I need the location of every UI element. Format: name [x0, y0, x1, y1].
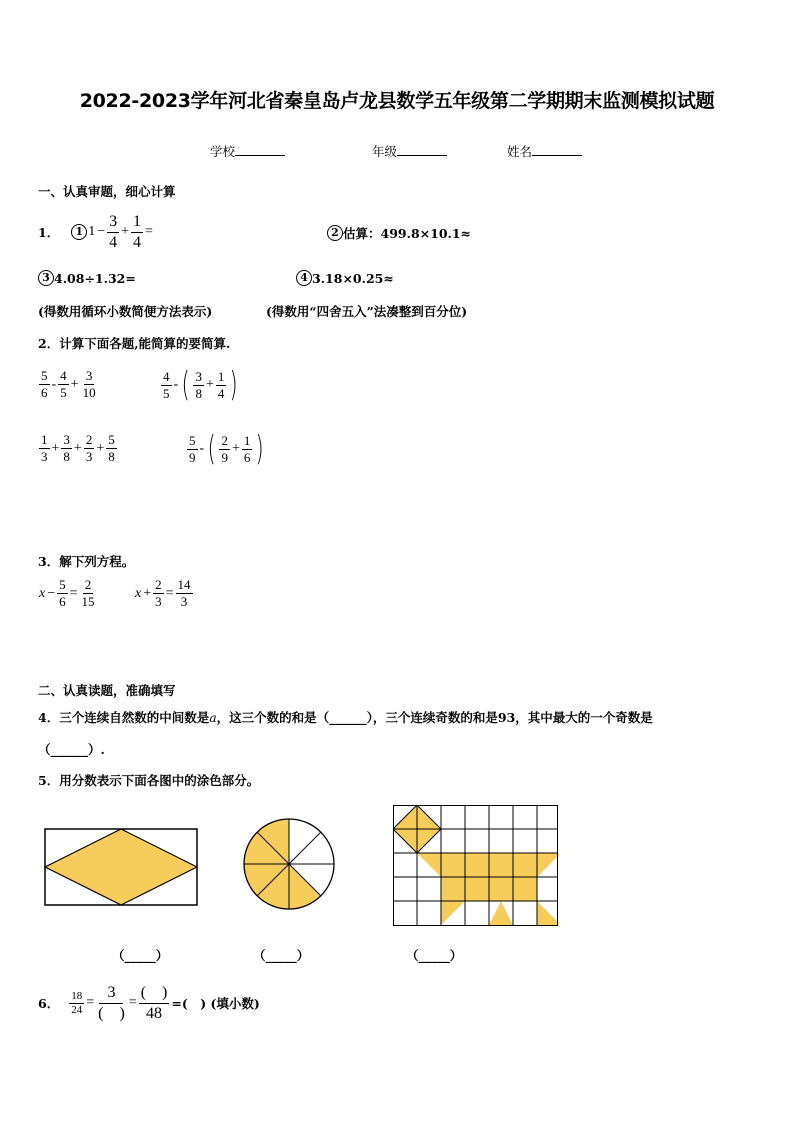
q2-expr1: $\frac{5}{6}$ - $\frac{4}{5}$ + $\frac{3}{10}$: [41, 368, 96, 400]
q6-tail[interactable]: =( ) (填小数): [171, 996, 260, 1011]
fraction-blank-numerator[interactable]: $\frac{( )}{48}$: [140, 983, 168, 1022]
fraction: $\frac{5}{9}$: [189, 432, 196, 465]
circled-number: 1: [71, 224, 87, 240]
grade-field[interactable]: [372, 142, 447, 160]
q3-text: 3．解下列方程。: [38, 554, 135, 569]
name-blank[interactable]: [532, 155, 582, 156]
q1-part4: [296, 270, 394, 286]
school-label: 学校: [210, 144, 236, 159]
q1-part1: [38, 214, 154, 250]
q1-note2: (得数用“四舍五入”法凑整到百分位): [266, 304, 468, 319]
fraction: $\frac{3}{8}$: [195, 368, 202, 401]
circled-number: 2: [327, 225, 343, 241]
fraction: $\frac{1}{6}$: [243, 432, 251, 465]
right-paren: ): [229, 365, 238, 405]
right-paren: ): [255, 429, 264, 469]
fraction: $\frac{3}{4}$: [109, 212, 118, 251]
q6-number: 6．: [38, 996, 60, 1011]
fraction: $\frac{3}{10}$: [82, 368, 96, 400]
q2-text: 2．计算下面各题,能简算的要简算.: [38, 336, 231, 351]
q3-equation2: x + $\frac{2}{3}$ = $\frac{14}{3}$: [135, 577, 191, 609]
answer-blank-1[interactable]: （_____）: [112, 948, 169, 963]
circled-number: 4: [296, 270, 312, 286]
fraction: $\frac{14}{3}$: [177, 577, 191, 609]
q1-part2: [327, 224, 471, 242]
equals-sign: =: [145, 224, 153, 239]
variable-x: x: [39, 585, 46, 601]
q6-expression: 6． $\frac{18}{24}$ = $\frac{3}{( )}$ = $\frac{( )}{48}$ =( ) (填小数): [38, 983, 260, 1022]
fraction: $\frac{3}{8}$: [63, 432, 70, 464]
name-label: 姓名: [507, 144, 533, 159]
fraction: $\frac{5}{8}$: [108, 432, 115, 464]
q2-expr2: $\frac{4}{5}$ - ( $\frac{3}{8}$ + $\frac{1}{4}$ ): [163, 365, 238, 405]
plus-sign: +: [121, 224, 130, 239]
left-paren: (: [181, 365, 190, 405]
minus-sign: −: [97, 224, 106, 239]
figure-grid: [393, 805, 559, 927]
paren-blank[interactable]: ( ): [98, 1004, 125, 1022]
fraction: $\frac{1}{4}$: [133, 212, 142, 251]
variable-x: x: [135, 585, 142, 601]
shaded-sector: [289, 864, 321, 909]
grade-blank[interactable]: [397, 155, 447, 156]
q1-number: 1．: [38, 225, 60, 240]
answer-blank-2[interactable]: （_____）: [253, 948, 310, 963]
fraction: $\frac{5}{6}$: [41, 368, 48, 400]
shaded-leg: [441, 901, 465, 925]
section2-heading: 二、认真读题，准确填写: [38, 683, 176, 698]
fraction: $\frac{1}{3}$: [41, 432, 48, 464]
school-field[interactable]: [210, 142, 285, 160]
q1-note1: (得数用循环小数简便方法表示): [38, 304, 213, 319]
q1-lead: 1: [88, 224, 96, 239]
fraction: $\frac{1}{4}$: [217, 368, 225, 401]
q4-blank-line[interactable]: （______）.: [38, 742, 105, 757]
grade-label: 年级: [372, 144, 398, 159]
figure-circle: [242, 817, 336, 911]
q4-text: 4．三个连续自然数的中间数是a，这三个数的和是（______），三个连续奇数的和是93，其中最大的一个奇数是: [38, 710, 653, 725]
figure-rhombus: [44, 828, 198, 906]
q1-part3: [38, 270, 136, 286]
q5-text: 5．用分数表示下面各图中的涂色部分。: [38, 773, 260, 788]
q2-expr3: $\frac{1}{3}$ + $\frac{3}{8}$ + $\frac{2}{3}$ + $\frac{5}{8}$: [41, 432, 115, 464]
fraction: $\frac{18}{24}$: [71, 989, 83, 1016]
fraction: $\frac{4}{5}$: [163, 368, 170, 401]
shaded-leg: [489, 901, 513, 925]
fraction: $\frac{2}{15}$: [81, 577, 95, 609]
q1-part2-text: 估算：499.8×10.1≈: [343, 226, 472, 241]
left-paren: (: [207, 429, 216, 469]
shaded-leg: [537, 901, 559, 925]
name-field[interactable]: [507, 142, 582, 160]
school-blank[interactable]: [235, 155, 285, 156]
q1-part3-text: 4.08÷1.32=: [54, 270, 136, 286]
q1-part4-text: 3.18×0.25≈: [312, 270, 394, 286]
circled-number: 3: [38, 270, 54, 286]
fraction-blank-denominator[interactable]: $\frac{3}{( )}$: [98, 983, 125, 1022]
fraction: $\frac{2}{3}$: [155, 577, 162, 609]
page-title: 2022-2023学年河北省秦皇岛卢龙县数学五年级第二学期期末监测模拟试题: [79, 90, 715, 112]
fraction: $\frac{2}{9}$: [221, 432, 228, 465]
paren-blank[interactable]: ( ): [139, 983, 170, 1004]
fraction: $\frac{4}{5}$: [60, 368, 67, 400]
fraction: $\frac{5}{6}$: [59, 577, 66, 609]
q3-equation1: x − $\frac{5}{6}$ = $\frac{2}{15}$: [39, 577, 95, 609]
fraction: $\frac{2}{3}$: [85, 432, 93, 464]
section1-heading: 一、认真审题，细心计算: [38, 184, 176, 199]
shaded-rhombus: [45, 829, 197, 905]
answer-blank-3[interactable]: （_____）: [406, 948, 463, 963]
variable-a: a: [209, 710, 217, 725]
q2-expr4: $\frac{5}{9}$ - ( $\frac{2}{9}$ + $\frac{1}{6}$ ): [189, 429, 264, 469]
